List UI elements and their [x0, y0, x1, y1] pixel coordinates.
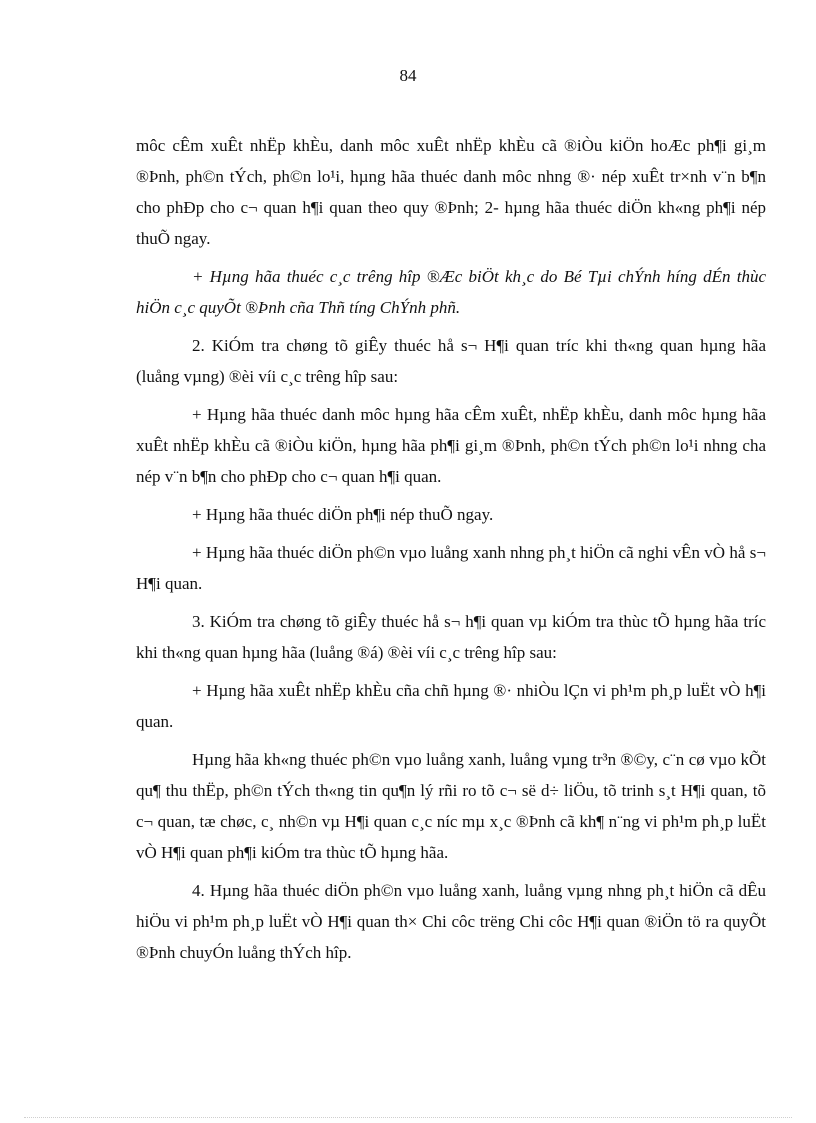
paragraph: Hµng hãa kh«ng thuéc ph©n vµo luång xanh, luång vµng tr³n ®©y, c¨n cø vµo kÕt qu¶ thu thËp, ph©n tÝch th«ng tin qu¶n lý rñi ro tõ c¬ së d÷ liÖu, tõ trinh s¸t H¶i quan, tõ c¬ quan, tæ chøc, c¸ nh©n vµ H¶i quan c¸c níc mµ x¸c ®Þnh cã kh¶ n¨ng vi ph¹m ph¸p luËt vÒ H¶i quan ph¶i kiÓm tra thùc tÕ hµng hãa.	[136, 750, 766, 862]
footer-divider	[24, 1117, 792, 1118]
paragraph: 4. Hµng hãa thuéc diÖn ph©n vµo luång xanh, luång vµng nhng ph¸t hiÖn cã dÊu hiÖu vi ph¹m ph¸p luËt vÒ H¶i quan th× Chi côc trëng Chi côc H¶i quan ®iÖn tö ra quyÕt ®Þnh chuyÓn luång thÝch hîp.	[136, 881, 766, 962]
paragraph: + Hµng hãa thuéc danh môc hµng hãa cÊm xuÊt, nhËp khÈu, danh môc hµng hãa xuÊt nhËp khÈu cã ®iÒu kiÖn, hµng hãa ph¶i gi¸m ®Þnh, ph©n tÝch ph©n lo¹i nhng cha nép v¨n b¶n cho phÐp cho c¬ quan h¶i quan.	[136, 405, 766, 486]
paragraph: + Hµng hãa thuéc diÖn ph©n vµo luång xanh nhng ph¸t hiÖn cã nghi vÊn vÒ hå s¬ H¶i quan.	[136, 543, 766, 593]
document-body	[136, 130, 766, 975]
paragraph: + Hµng hãa xuÊt nhËp khÈu cña chñ hµng ®· nhiÒu lÇn vi ph¹m ph¸p luËt vÒ h¶i quan.	[136, 681, 766, 731]
paragraph: môc cÊm xuÊt nhËp khÈu, danh môc xuÊt nhËp khÈu cã ®iÒu kiÖn hoÆc ph¶i gi¸m ®Þnh, ph©n tÝch, ph©n lo¹i, hµng hãa thuéc danh môc nhng ®· nép xuÊt tr×nh v¨n b¶n cho phÐp cho c¬ quan h¶i quan theo quy ®Þnh; 2- hµng hãa thuéc diÖn kh«ng ph¶i nép thuÕ ngay.	[136, 136, 766, 248]
page-number: 84	[399, 66, 417, 85]
paragraph: + Hµng hãa thuéc diÖn ph¶i nép thuÕ ngay.	[192, 505, 494, 524]
paragraph: 3. KiÓm tra chøng tõ giÊy thuéc hå s¬ h¶i quan vµ kiÓm tra thùc tÕ hµng hãa tríc khi th«ng quan hµng hãa (luång ®á) ®èi víi c¸c trêng hîp sau:	[136, 612, 766, 662]
paragraph: 2. KiÓm tra chøng tõ giÊy thuéc hå s¬ H¶i quan tríc khi th«ng quan hµng hãa (luång vµng) ®èi víi c¸c trêng hîp sau:	[136, 336, 766, 386]
paragraph: + Hµng hãa thuéc c¸c trêng hîp ®Æc biÖt kh¸c do Bé Tµi chÝnh híng dÉn thùc hiÖn c¸c quyÕt ®Þnh cña Thñ tíng ChÝnh phñ.	[136, 267, 766, 317]
